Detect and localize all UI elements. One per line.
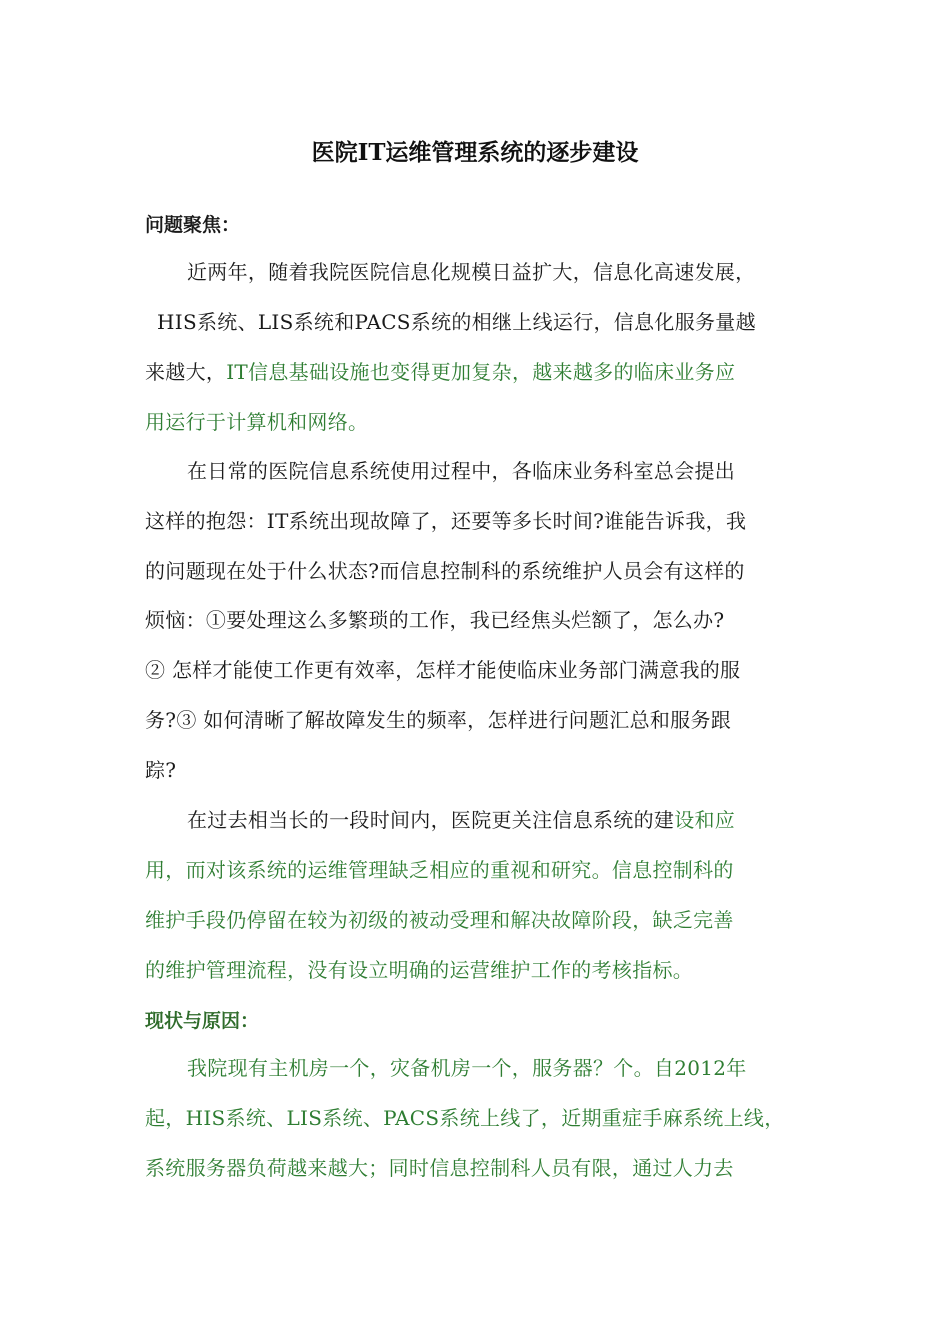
text-green: 用运行于计算机和网络。 [145,410,369,434]
document-title: 医院IT运维管理系统的逐步建设 [311,139,639,166]
paragraph-line: 系统服务器负荷越来越大；同时信息控制科人员有限，通过人力去 [145,1156,734,1180]
text-green: 用，而对该系统的运维管理缺乏相应的重视和研究。信息控制科的 [145,858,734,882]
text-black: 近两年，随着我院医院信息化规模日益扩大，信息化高速发展， [187,260,756,284]
text-green: 设和应 [674,808,736,832]
text-green: 的维护管理流程，没有设立明确的运营维护工作的考核指标。 [145,958,694,982]
paragraph-line: 我院现有主机房一个，灾备机房一个，服务器？个。自2012年 [187,1056,747,1080]
paragraph-line: 起，HIS系统、LIS系统、PACS系统上线了，近期重症手麻系统上线， [145,1106,785,1130]
text-black: HIS系统、LIS系统和PACS系统的相继上线运行，信息化服务量越 [157,310,756,334]
text-green: IT信息基础设施也变得更加复杂，越来越多的临床业务应 [226,360,736,384]
paragraph-line [145,357,825,387]
paragraph-line [157,307,837,337]
paragraph-line: 踪? [145,758,177,782]
paragraph-line: 这样的抱怨：IT系统出现故障了，还要等多长时间?谁能告诉我，我 [145,509,747,533]
paragraph-line: ② 怎样才能使工作更有效率，怎样才能使临床业务部门满意我的服 [145,658,741,682]
paragraph-line [145,407,825,437]
paragraph-line [145,855,825,885]
paragraph-line: 务?③ 如何清晰了解故障发生的频率，怎样进行问题汇总和服务跟 [145,708,732,732]
text-black: 在过去相当长的一段时间内，医院更关注信息系统的建 [187,808,675,832]
section-heading-status: 现状与原因： [145,1010,260,1032]
paragraph-line [187,805,827,835]
paragraph-line [145,905,825,935]
paragraph-line: 的问题现在处于什么状态?而信息控制科的系统维护人员会有这样的 [145,559,745,583]
text-green: 维护手段仍停留在较为初级的被动受理和解决故障阶段，缺乏完善 [145,908,734,932]
paragraph-line: 在日常的医院信息系统使用过程中，各临床业务科室总会提出 [187,459,736,483]
paragraph-line [187,257,827,287]
paragraph-line [145,955,825,985]
text-black: 来越大， [145,360,227,384]
paragraph-line: 烦恼：①要处理这么多繁琐的工作，我已经焦头烂额了，怎么办? [145,608,725,632]
section-heading-problem: 问题聚焦： [145,214,241,236]
